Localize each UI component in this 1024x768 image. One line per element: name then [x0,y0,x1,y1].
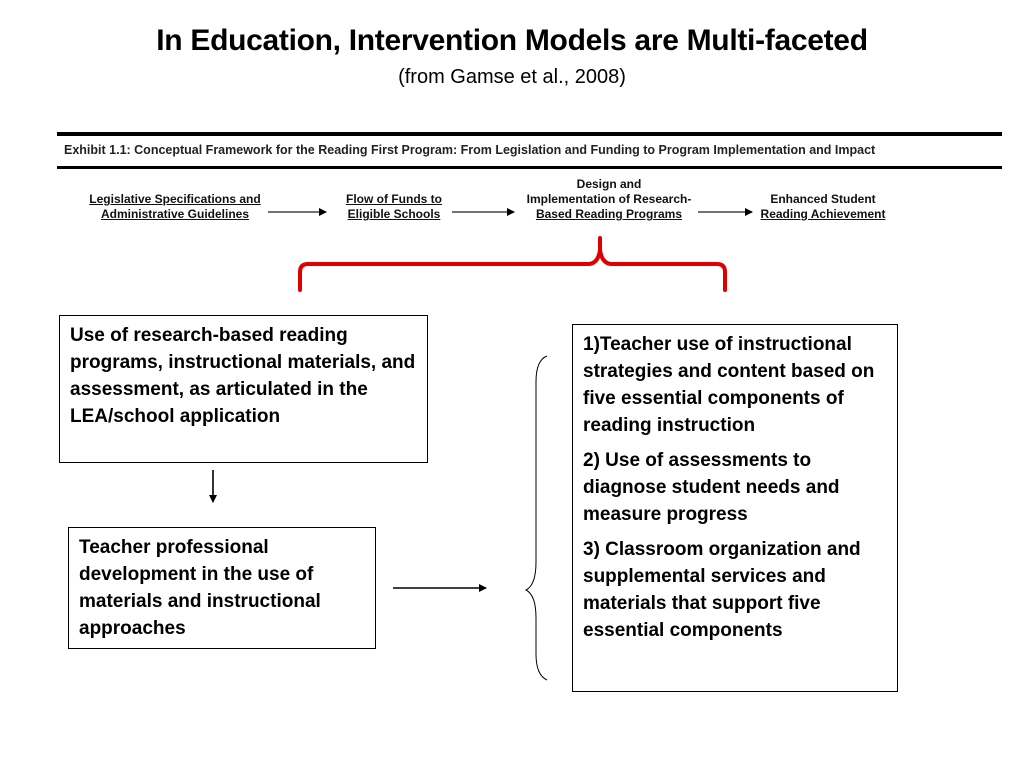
slide-subtitle: (from Gamse et al., 2008) [398,66,626,88]
flow-step-line: Legislative Specifications and [89,192,261,206]
outcome-item: 2) Use of assessments to diagnose student needs and measure progress [583,450,840,525]
outcome-item: 1)Teacher use of instructional strategies and content based on five essential components of reading instruction [583,334,875,436]
exhibit-caption: Exhibit 1.1: Conceptual Framework for the Reading First Program: From Legislation and Funding to Program Implementation and Impact [64,143,876,157]
left-curly-brace [526,356,547,680]
flow-step-line: Implementation of Research- [526,192,692,206]
flow-step-line: Flow of Funds to [346,192,442,206]
flow-step-line: Enhanced Student [770,192,876,206]
flow-step-line: Based Reading Programs [535,207,683,221]
outcomes-box [572,324,898,692]
professional-development-box [68,527,376,649]
red-curly-bracket [300,238,725,290]
flow-step-line: Design and [576,177,642,191]
slide-title: In Education, Intervention Models are Multi-faceted [156,24,868,57]
research-use-box [59,315,428,463]
outcome-item: 3) Classroom organization and supplemental services and materials that support five essential components [583,539,861,641]
flow-step-line: Eligible Schools [347,207,441,221]
flow-step-line: Reading Achievement [760,207,886,221]
flow-step-line: Administrative Guidelines [100,207,250,221]
research-use-text: Use of research-based reading programs, instructional materials, and assessment, as articulated in the LEA/school application [70,325,416,427]
professional-development-text: Teacher professional development in the use of materials and instructional approaches [79,537,321,639]
